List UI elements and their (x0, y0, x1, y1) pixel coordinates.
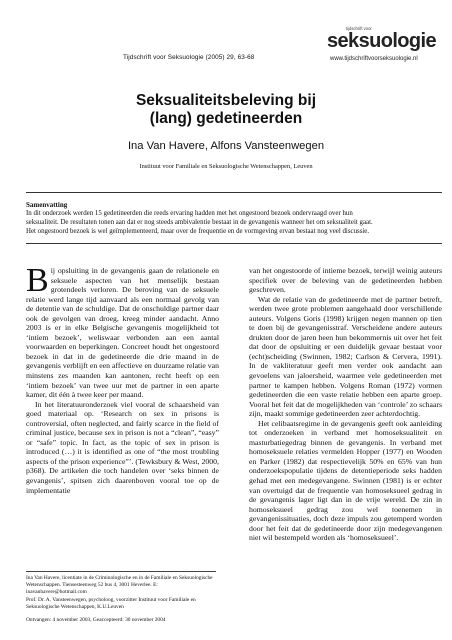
summary-heading: Samenvatting (26, 201, 68, 209)
footnote-dates: Ontvangen: 4 november 2003, Geaccepteerd: 30 november 2004 (26, 617, 166, 623)
journal-logo: seksuologie (327, 30, 436, 52)
footnote-rule (26, 571, 216, 572)
summary-line: Het ongestoord bezoek is wel geïmplementeerd, maar over de frequentie en de vormgeving ervan bestaat nog veel discussie. (26, 227, 370, 235)
logo-tagline: tijdschrift voor (346, 26, 372, 31)
body-paragraph (26, 262, 219, 400)
author-institution: Instituut voor Familiale en Seksuologische Wetenschappen, Leuven (139, 163, 313, 170)
journal-url[interactable]: www.tijdschriftvoorseksuologie.nl (330, 56, 418, 62)
body-paragraph: van het ongestoorde of intieme bezoek, terwijl weinig auteurs specifiek over de beleving van de gedetineerden hebben geschreven. (249, 266, 442, 295)
summary-top-rule (26, 192, 442, 193)
body-paragraph: Wat de relatie van de gedetineerde met de partner betreft, werden twee grote problemen aangehaald door verschillende auteurs. Volgens Goris (1998) krijgen negen mannen op tien te doen bij de gevangenisstraf. Verscheidene andere auteurs drukten door de jaren heen hun bekommernis uit over het feit dat door de opsluiting er een duidelijk gevaar bestaat voor (echt)scheiding (Swinnen, 1982; Carlson & Cervera, 1991). In de vakliteratuur geeft men verder ook aandacht aan gevoelens van jaloersheid, waarmee vele gedetineerden met partner te kampen hebben. Volgens Roman (1972) vormen gedetineerden die een vaste relatie hebben een aparte groep. Vooral het feit dat de mogelijkheden van ‘controle’ zo schaars zijn, maakt sommige gedetineerden zeer achterdochtig. (249, 294, 442, 419)
article-title (0, 92, 452, 128)
title-line-2: (lang) gedetineerden (149, 110, 303, 127)
drop-cap: B (26, 262, 49, 299)
footnote-author-1: Ina Van Havere, licentiate in de Criminologische en in de Familiale en Seksuologische Wetenschappen. Tiensesteenweg 52 bus 4, 3001 Heverlee. E: inavanhavere@hotmail.com (26, 575, 213, 595)
paragraph-text: ij opsluiting in de gevangenis gaan de relationele en seksuele aspecten van het menselijk bestaan grotendeels verloren. De beroving van de seksuele relatie werd lange tijd aanvaard als een normaal gevolg van de detentie van de schuldige. Dat de onschuldige partner daar ook de gevolgen van droeg, kreeg minder aandacht. Anno 2003 is er in elke Belgische gevangenis mogelijkheid tot ‘intiem bezoek’, weliswaar verbonden aan een aantal voorwaarden en beperkingen. Concreet houdt het ongestoord bezoek in dat in de gedetineerde die drie maand in de gevangenis verblijft en een affectieve en duurzame relatie van minstens zes maanden kan aantonen, recht heeft op een ‘intiem bezoek’ van twee uur met de partner in een aparte kamer, dit één à twee keer per maand. (26, 266, 219, 400)
summary-text (26, 210, 442, 237)
article-authors: Ina Van Havere, Alfons Vansteenwegen (127, 140, 325, 152)
summary-bottom-rule (26, 243, 442, 244)
summary-line: seksualiteit. De resultaten tonen aan dat er nog steeds ambivalentie bestaat in de gevangenis wanneer het om seksualiteit gaat. (26, 218, 373, 226)
summary-line: In dit onderzoek werden 15 gedetineerden die reeds ervaring hadden met het ongestoord bezoek ondervraagd over hun (26, 210, 353, 217)
body-column-left (26, 262, 219, 495)
body-column-right (249, 266, 442, 543)
title-line-1: Seksualiteitsbeleving bij (135, 92, 317, 109)
body-paragraph: Het celibaatsregime in de gevangenis geeft ook aanleiding tot onderzoeken in verband met homoseksualiteit en masturbatiegedrag binnen de gevangenis. In verband met homoseksuele relaties vermelden Hopper (1977) en Wooden en Parker (1982) dat respectievelijk 50% en 65% van hun onderzoekspopulatie tijdens de detentieperiode seks hadden gehad met een medegevangene. Swinnen (1981) is er echter van overtuigd dat de frequentie van homoseksueel gedrag in de gevangenis lager ligt dan in de vrije wereld. De zin in homoseksueel gedrag zou wel toenemen in gevangenissituaties, doch deze impuls zou getemperd worden door het feit dat de gedetineerde door zijn medegevangenen niet wil bestempeld worden als ‘homoseksueel’. (249, 418, 442, 543)
body-paragraph: In het literatuuronderzoek viel vooral de schaarsheid van goed materiaal op. ‘Research on sex in prisons is controversial, often neglected, and fairly scarce in the field of criminal justice, because sex in prison is not a “clean”, “easy” or “safe” topic. In fact, as the topic of sex in prison is introduced (…) it is identified as one of “the most troubling aspects of the prison experience”’. (Tewksbury & West, 2000, p368). De artikelen die toch handelen over ‘seks binnen de gevangenis’, spitsen zich daarenboven vooral toe op de implementatie (26, 399, 219, 495)
footnote-author-2: Prof. Dr. A. Vansteenwegen, psycholoog, voorzitter Instituut voor Familiale en Seksuologische Wetenschappen, K.U.Leuven (26, 597, 196, 610)
journal-reference: Tijdschrift voor Seksuologie (2005) 29, 63-68 (123, 54, 255, 61)
